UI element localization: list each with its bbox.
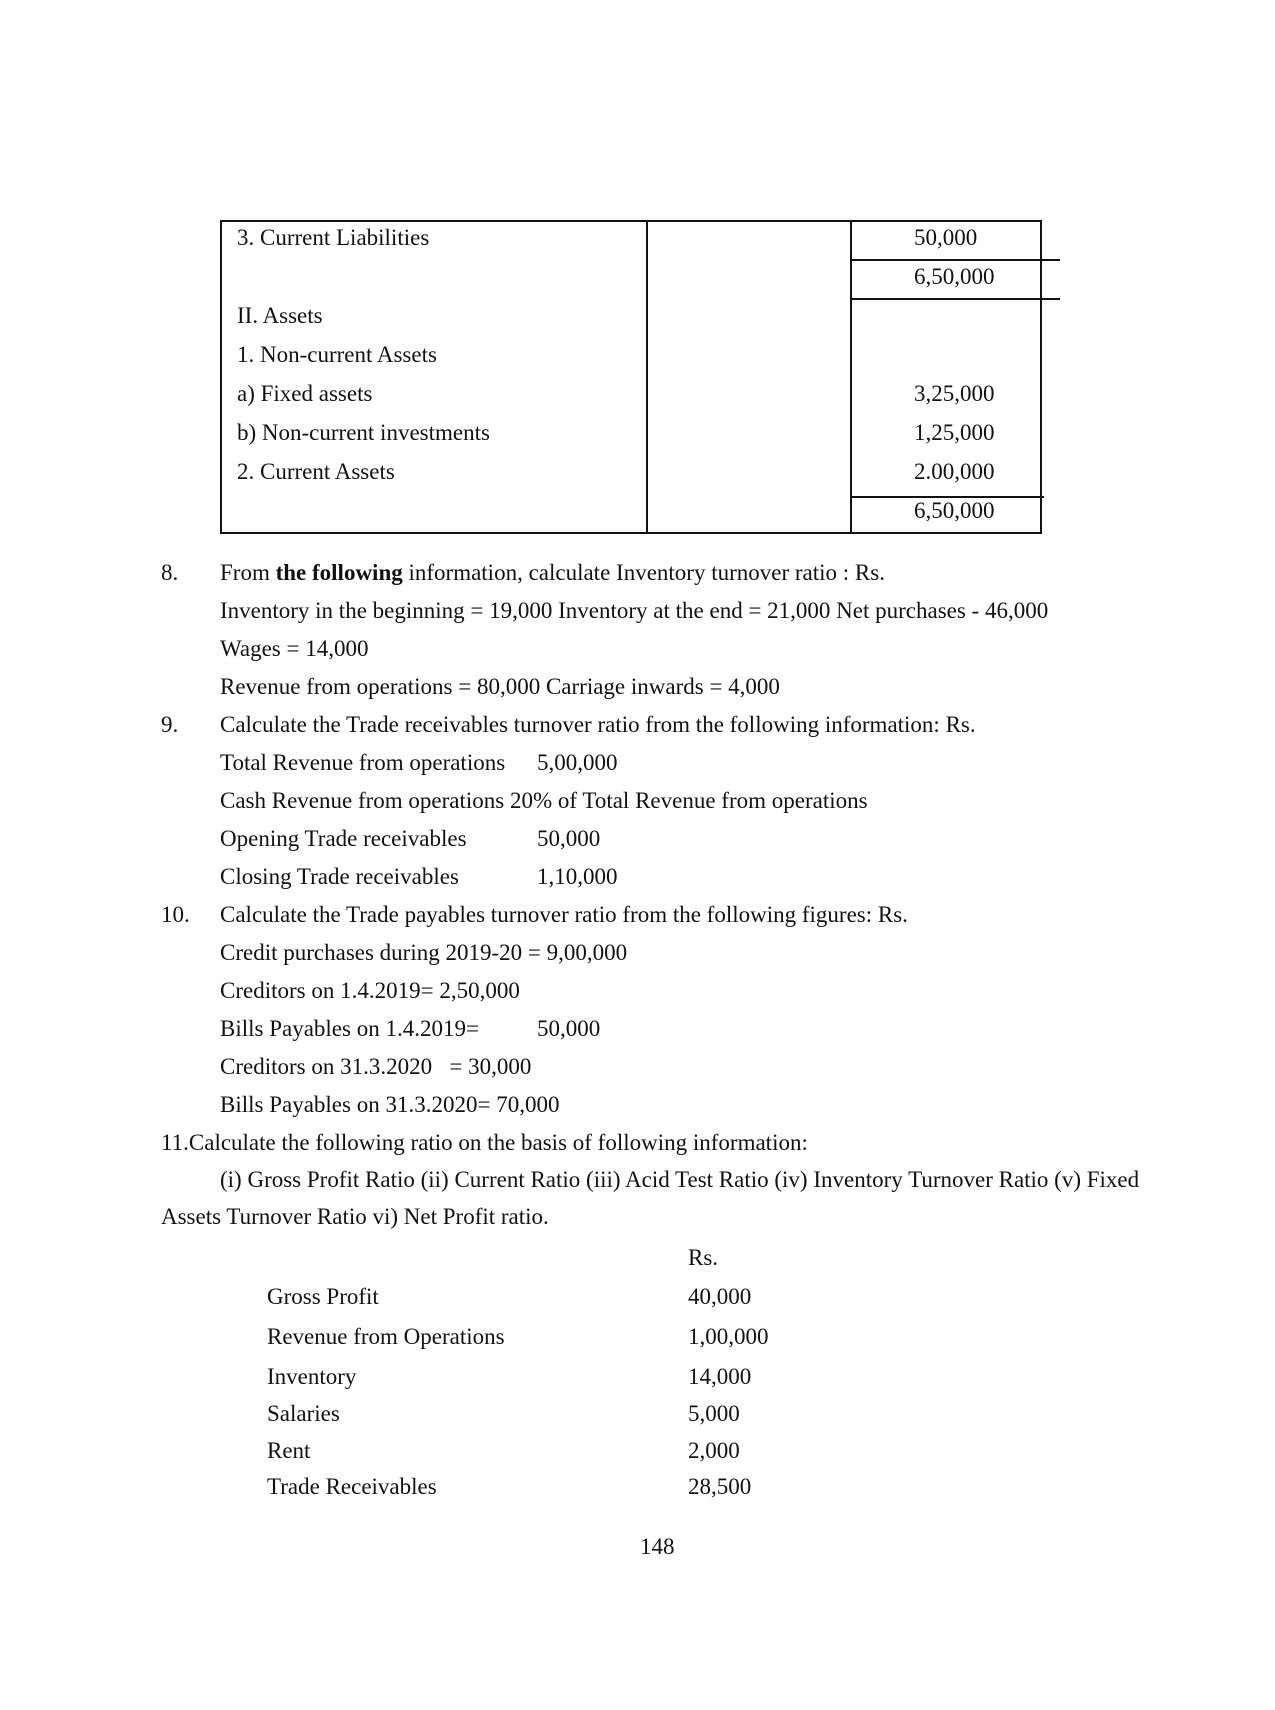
list-item-label: Closing Trade receivables [220,864,459,889]
list-item-label: Opening Trade receivables [220,826,467,851]
question-10-line: Creditors on 1.4.2019= 2,50,000 [220,978,520,1003]
list-item-value: 50,000 [537,826,601,851]
question-10-line: Bills Payables on 31.3.2020= 70,000 [220,1092,560,1117]
question-10-title: Calculate the Trade payables turnover ratio from the following figures: Rs. [220,902,908,927]
question-number: 10. [161,902,190,927]
list-item-label: Revenue from Operations [267,1324,505,1349]
question-8-line: Wages = 14,000 [220,636,369,661]
question-9-title: Calculate the Trade receivables turnover ratio from the following information: Rs. [220,712,976,737]
question-8-title: From the following information, calculate Inventory turnover ratio : Rs. [220,560,885,585]
list-item-label: Cash Revenue from operations 20% of Total Revenue from operations [220,788,868,813]
table-column-divider [646,222,648,532]
total-rule [850,259,1060,261]
total-rule [850,298,1060,300]
table-row-label: II. Assets [237,303,323,328]
table-row-label: b) Non-current investments [237,420,490,445]
table-row-amount: 6,50,000 [914,264,995,289]
question-10-line: Creditors on 31.3.2020 = 30,000 [220,1054,532,1079]
list-item-label: Inventory [267,1364,357,1389]
table-row-label: a) Fixed assets [237,381,373,406]
table-column-divider [850,222,852,532]
list-item-value: 5,000 [688,1401,740,1426]
list-item-value: 40,000 [688,1284,752,1309]
table-row-label: 1. Non-current Assets [237,342,437,367]
list-item-label: Trade Receivables [267,1474,437,1499]
table-row-amount: 50,000 [914,225,978,250]
table-row-label: 2. Current Assets [237,459,395,484]
page-number: 148 [640,1534,675,1559]
question-11-paragraph: (i) Gross Profit Ratio (ii) Current Ratio (iii) Acid Test Ratio (iv) Inventory Turnover Ratio (v) Fixed [220,1167,1140,1192]
table-row-amount: 2.00,000 [914,459,995,484]
list-item-label: Salaries [267,1401,340,1426]
list-item-value: 14,000 [688,1364,752,1389]
table-row-amount: 6,50,000 [914,498,995,523]
list-item-value: 1,00,000 [688,1324,769,1349]
list-item-value: 2,000 [688,1438,740,1463]
currency-header: Rs. [688,1245,719,1270]
question-number: 9. [161,712,179,737]
bold-phrase: the following [275,560,403,585]
question-10-line: Credit purchases during 2019-20 = 9,00,000 [220,940,628,965]
list-item-label: Total Revenue from operations [220,750,506,775]
list-item-value: 28,500 [688,1474,752,1499]
question-11-title: 11.Calculate the following ratio on the basis of following information: [161,1130,808,1155]
question-8-line: Inventory in the beginning = 19,000 Inventory at the end = 21,000 Net purchases - 46,000 [220,598,1049,623]
question-10-value: 50,000 [537,1016,601,1041]
question-number: 8. [161,560,179,585]
list-item-value: 5,00,000 [537,750,618,775]
table-row-label: 3. Current Liabilities [237,225,430,250]
question-8-line: Revenue from operations = 80,000 Carriage inwards = 4,000 [220,674,780,699]
table-row-amount: 1,25,000 [914,420,995,445]
list-item-label: Rent [267,1438,311,1463]
table-row-amount: 3,25,000 [914,381,995,406]
question-11-paragraph: Assets Turnover Ratio vi) Net Profit ratio. [161,1204,549,1229]
list-item-label: Gross Profit [267,1284,379,1309]
list-item-value: 1,10,000 [537,864,618,889]
question-10-line: Bills Payables on 1.4.2019= [220,1016,479,1041]
